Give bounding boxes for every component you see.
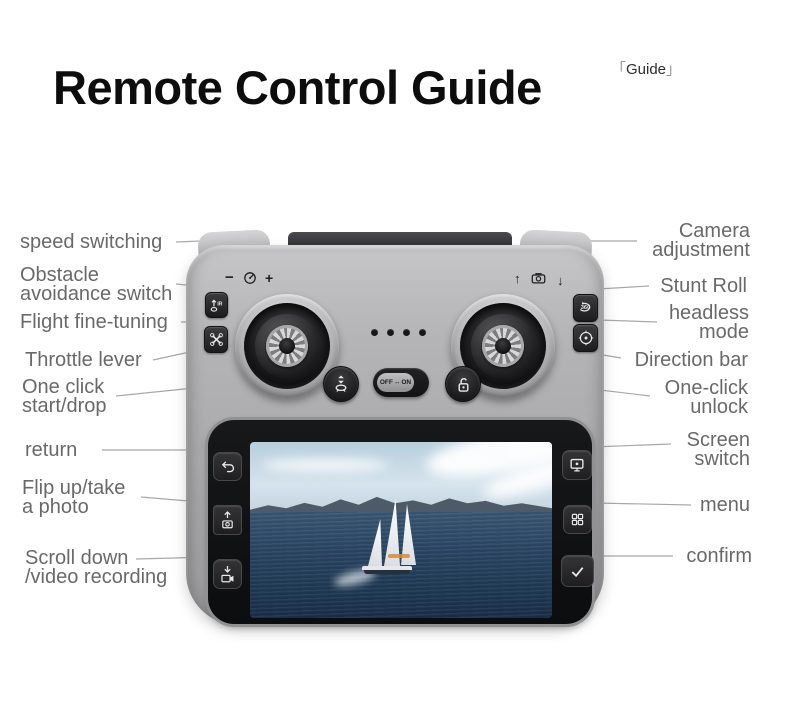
screen-switch-button — [562, 450, 592, 480]
svg-text:360: 360 — [580, 304, 591, 311]
flight-fine-tuning-button — [204, 326, 228, 353]
page-title-superscript: 「Guide」 — [611, 61, 682, 78]
controller-body — [186, 245, 604, 625]
screen-bezel — [208, 420, 592, 624]
callout-label-stunt-roll: Stunt Roll — [660, 275, 747, 297]
callout-label-obstacle-avoidance: Obstacle avoidance switch — [20, 264, 173, 305]
camera-adjust-icon — [530, 270, 547, 285]
callout-line — [598, 286, 649, 289]
joystick-center — [495, 338, 511, 354]
one-click-start-drop-button — [323, 366, 359, 402]
svg-text:IR: IR — [217, 301, 223, 307]
speed-plus-marking: + — [265, 270, 274, 286]
headless-mode-button — [573, 324, 598, 352]
callout-label-screen-switch: Screen switch — [686, 429, 750, 470]
one-click-unlock-button — [445, 366, 481, 402]
screen-display-sailboat-photo — [250, 442, 552, 618]
callout-label-throttle-lever: Throttle lever — [25, 349, 142, 371]
led-dot — [371, 329, 378, 336]
power-arrow: ↔ — [393, 379, 401, 386]
callout-label-camera-adjustment: Camera adjustment — [652, 220, 750, 261]
callout-label-return: return — [25, 439, 78, 461]
led-dot — [403, 329, 410, 336]
flip-up-photo-button — [213, 505, 242, 535]
stunt-roll-button — [573, 294, 598, 322]
power-off-label: OFF — [379, 379, 393, 386]
photo-boat-hull-shadow — [364, 570, 410, 574]
callout-label-speed-switching: speed switching — [20, 231, 163, 253]
callout-label-one-click-unlock: One-click unlock — [664, 377, 748, 418]
power-on-label: ON — [401, 379, 412, 386]
callout-label-direction-bar: Direction bar — [634, 349, 748, 371]
callout-label-flight-fine-tuning: Flight fine-tuning — [20, 311, 168, 333]
return-button — [213, 452, 242, 481]
led-dot — [419, 329, 426, 336]
callout-label-scroll-down-video: Scroll down /video recording — [25, 547, 168, 588]
menu-button — [563, 505, 592, 534]
camera-up-marking: ↑ — [514, 271, 521, 286]
power-switch-knob — [377, 373, 414, 392]
photo-cloud — [262, 458, 389, 472]
callout-line — [599, 320, 657, 322]
callout-label-one-click-start-drop: One click start/drop — [22, 376, 107, 417]
power-switch — [373, 368, 429, 397]
speed-dial-icon — [242, 270, 258, 286]
callout-label-confirm: confirm — [686, 545, 752, 567]
scroll-down-video-button — [213, 559, 242, 589]
page-title: Remote Control Guide — [53, 61, 542, 114]
confirm-button — [561, 555, 594, 587]
led-dot — [387, 329, 394, 336]
remote-controller — [186, 229, 604, 625]
camera-down-marking: ↓ — [557, 273, 564, 288]
callout-line — [595, 503, 691, 505]
speed-minus-marking: − — [225, 269, 234, 286]
obstacle-avoidance-button — [205, 292, 228, 318]
status-led-dots — [371, 329, 427, 336]
joystick-center — [279, 338, 295, 354]
callout-label-headless-mode: headless mode — [668, 302, 749, 343]
callout-label-menu: menu — [699, 494, 750, 516]
callout-label-flip-up-take-photo: Flip up/take a photo — [22, 477, 126, 518]
photo-sail-accent — [388, 554, 410, 558]
